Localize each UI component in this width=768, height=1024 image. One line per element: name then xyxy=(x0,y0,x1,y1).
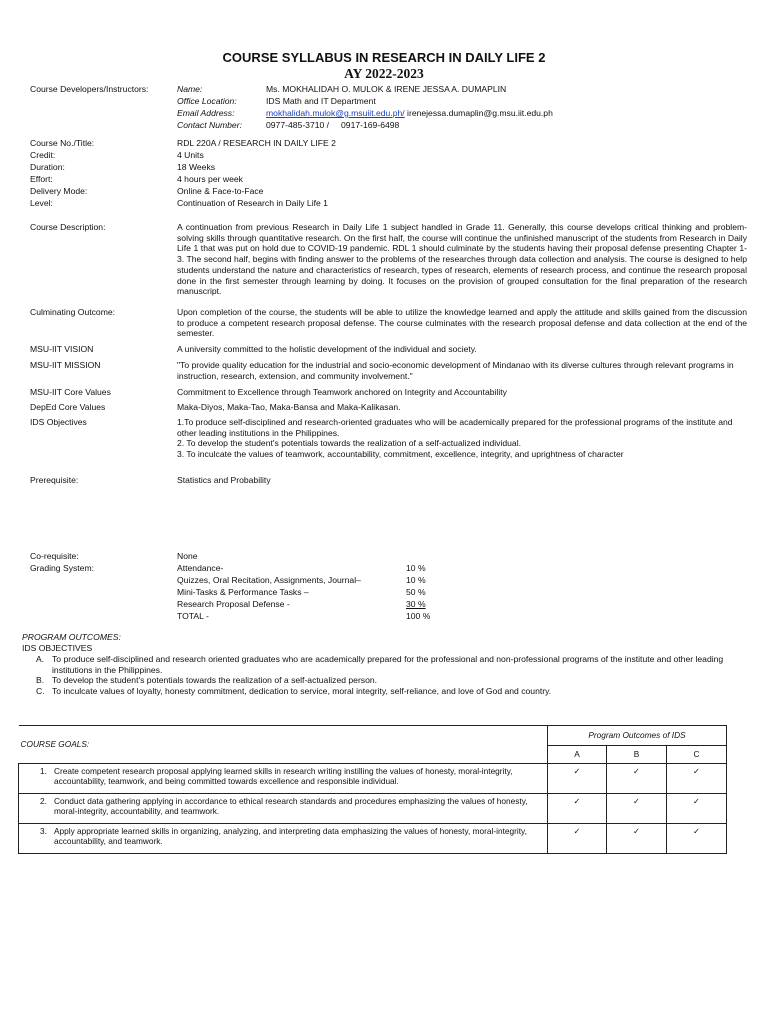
grading-row xyxy=(177,563,477,574)
core-values-text: Commitment to Excellence through Teamwork anchored on Integrity and Accountability xyxy=(177,387,507,397)
level-value: Continuation of Research in Daily Life 1 xyxy=(177,198,328,208)
check-icon: ✓ xyxy=(667,764,727,794)
culminating-label: Culminating Outcome: xyxy=(30,307,116,317)
course-goals-header xyxy=(19,726,548,764)
duration-label: Duration: xyxy=(30,162,65,172)
course-title-value: RDL 220A / RESEARCH IN DAILY LIFE 2 xyxy=(177,138,336,148)
academic-year: AY 2022-2023 xyxy=(344,66,424,81)
description-text: A continuation from previous Research in Daily Life 1 subject handled in Grade 11. Generally, this course develops critical thinking and problem-solving skills through quantitative research. On the first half, the course will continue the unfinished manuscript of the students from Research in Daily Life 1 that was put on hold due to COVID-19 pandemic. RDL 1 should culminate by the students having their proposal defense presenting Chapter 1-3. The second half, begins with finding answer to the problems of the researches through data collection and analysis. The course is designed to help students understand the nature and characteristics of research, types of research, elements of research process, and continue the research proposal done in the first semester through learning by doing. It focuses on the provision of grouped consultation for the final preparation of the research manuscript. xyxy=(177,222,747,297)
effort-label: Effort: xyxy=(30,174,53,184)
course-goals-table xyxy=(18,725,727,854)
grading-label: Grading System: xyxy=(30,563,94,573)
grading-row-label: Research Proposal Defense - xyxy=(177,599,290,609)
credit-value: 4 Units xyxy=(177,150,204,160)
ids-objectives-list xyxy=(177,417,749,460)
grading-row-label: Quizzes, Oral Recitation, Assignments, Journal– xyxy=(177,575,361,585)
goal-number: 2. xyxy=(40,796,47,806)
duration-value: 18 Weeks xyxy=(177,162,216,172)
delivery-mode-label: Delivery Mode: xyxy=(30,186,88,196)
mission-label: MSU-IIT MISSION xyxy=(30,360,101,370)
check-icon: ✓ xyxy=(607,794,667,824)
corequisite-label: Co-requisite: xyxy=(30,551,79,561)
check-icon: ✓ xyxy=(548,824,607,854)
grading-row-value: 50 % xyxy=(406,587,426,597)
program-outcome-item xyxy=(22,675,730,686)
program-outcomes-heading: PROGRAM OUTCOMES: xyxy=(22,632,121,642)
delivery-mode-value: Online & Face-to-Face xyxy=(177,186,264,196)
grading-total-value: 100 % xyxy=(406,611,431,621)
outcome-column-a: A xyxy=(548,746,607,764)
check-icon: ✓ xyxy=(607,764,667,794)
goal-number: 3. xyxy=(40,826,47,836)
outcome-marker: C. xyxy=(36,686,45,697)
course-title-label: Course No./Title: xyxy=(30,138,95,148)
vision-label: MSU-IIT VISION xyxy=(30,344,94,354)
effort-value: 4 hours per week xyxy=(177,174,243,184)
deped-values-text: Maka-Diyos, Maka-Tao, Maka-Bansa and Maka-Kalikasan. xyxy=(177,402,401,412)
culminating-text: Upon completion of the course, the students will be able to utilize the knowledge learned and apply the attitude and skills gained from the discussion to produce a competent research proposal defense. The course culminates with the research proposal defense and data collection at the end of the semester. xyxy=(177,307,747,339)
email-link[interactable]: mokhalidah.mulok@g.msuiit.edu.ph/ xyxy=(266,108,405,118)
ids-objectives-label: IDS Objectives xyxy=(30,417,87,427)
ids-objectives-subheading: IDS OBJECTIVES xyxy=(22,643,93,653)
check-icon: ✓ xyxy=(607,824,667,854)
developers-label: Course Developers/Instructors: xyxy=(30,84,149,94)
goal-cell xyxy=(19,764,548,794)
name-value: Ms. MOKHALIDAH O. MULOK & IRENE JESSA A. DUMAPLIN xyxy=(266,84,507,94)
grading-row-value: 30 % xyxy=(406,599,426,609)
email-value xyxy=(266,108,746,119)
table-row xyxy=(19,764,727,794)
ids-objective-item: 1.To produce self-disciplined and research-oriented graduates who will be academically prepared for the professional programs of the institute and other leading institutions in the Philippines. xyxy=(177,417,733,438)
document-title: COURSE SYLLABUS IN RESEARCH IN DAILY LIFE 2 xyxy=(222,50,546,65)
description-label: Course Description: xyxy=(30,222,106,232)
outcome-text: To inculcate values of loyalty, honesty commitment, dedication to service, moral integrity, self-reliance, and love of God and country. xyxy=(52,686,552,697)
outcome-marker: B. xyxy=(36,675,45,686)
ids-objective-item: 2. To develop the student's potentials towards the realization of a self-actualized individual. xyxy=(177,438,522,449)
vision-text: A university committed to the holistic development of the individual and society. xyxy=(177,344,477,354)
outcome-column-c: C xyxy=(667,746,727,764)
outcome-marker: A. xyxy=(36,654,45,664)
grading-total-label: TOTAL - xyxy=(177,611,209,621)
program-outcomes-list xyxy=(22,654,730,697)
email-label: Email Address: xyxy=(177,108,235,118)
goal-text: Create competent research proposal applying learned skills in research writing instilling the values of honesty, moral-integrity, accountability, teamwork, and being committed towards excellence and responsible individual. xyxy=(54,766,513,787)
name-label: Name: xyxy=(177,84,203,94)
office-value: IDS Math and IT Department xyxy=(266,96,376,106)
ids-objective-item: 3. To inculcate the values of teamwork, accountability, commitment, excellence, integrity, and uprightness of character xyxy=(177,449,624,460)
prerequisite-label: Prerequisite: xyxy=(30,475,79,485)
table-row xyxy=(19,794,727,824)
prerequisite-value: Statistics and Probability xyxy=(177,475,271,485)
program-outcome-item xyxy=(22,654,730,675)
grading-row-value: 10 % xyxy=(406,563,426,573)
mission-text: "To provide quality education for the industrial and socio-economic development of Mindanao with its diverse cultures through relevant programs in instruction, research, extension, and community involvement." xyxy=(177,360,734,381)
check-icon: ✓ xyxy=(548,794,607,824)
goal-number: 1. xyxy=(40,766,47,776)
check-icon: ✓ xyxy=(667,824,727,854)
contact-value: 0977-485-3710 / 0917-169-6498 xyxy=(266,120,400,130)
deped-values-label: DepEd Core Values xyxy=(30,402,106,412)
check-icon: ✓ xyxy=(548,764,607,794)
core-values-label: MSU-IIT Core Values xyxy=(30,387,111,397)
credit-label: Credit: xyxy=(30,150,56,160)
goal-text: Conduct data gathering applying in accordance to ethical research standards and procedures emphasizing the values of honesty, moral-integrity, accountability, and teamwork. xyxy=(54,796,528,817)
program-outcome-item xyxy=(22,686,730,697)
check-icon: ✓ xyxy=(667,794,727,824)
email-secondary: irenejessa.dumaplin@g.msu.iit.edu.ph xyxy=(404,108,553,118)
grading-row-value: 10 % xyxy=(406,575,426,585)
grading-total-row xyxy=(177,611,477,622)
table-row xyxy=(19,824,727,854)
outcome-text: To develop the student's potentials towards the realization of a self-actualized person. xyxy=(52,675,378,686)
grading-row-label: Mini-Tasks & Performance Tasks – xyxy=(177,587,309,597)
outcome-column-b: B xyxy=(607,746,667,764)
program-outcomes-header: Program Outcomes of IDS xyxy=(548,726,727,746)
office-label: Office Location: xyxy=(177,96,237,106)
corequisite-value: None xyxy=(177,551,198,561)
course-goals-label: COURSE GOALS: xyxy=(20,739,90,750)
grading-row xyxy=(177,587,477,598)
contact-label: Contact Number: xyxy=(177,120,242,130)
goal-text: Apply appropriate learned skills in organizing, analyzing, and interpreting data emphasizing the values of honesty, moral-integrity, accountability, and teamwork. xyxy=(54,826,527,847)
grading-row-label: Attendance- xyxy=(177,563,224,573)
level-label: Level: xyxy=(30,198,53,208)
outcome-text: To produce self-disciplined and research oriented graduates who are academically prepared for the professional and non-professional programs of the institute and other leading institutions in the Philippines. xyxy=(52,654,724,675)
goal-cell xyxy=(19,824,548,854)
grading-row xyxy=(177,575,477,586)
goal-cell xyxy=(19,794,548,824)
grading-row xyxy=(177,599,477,610)
